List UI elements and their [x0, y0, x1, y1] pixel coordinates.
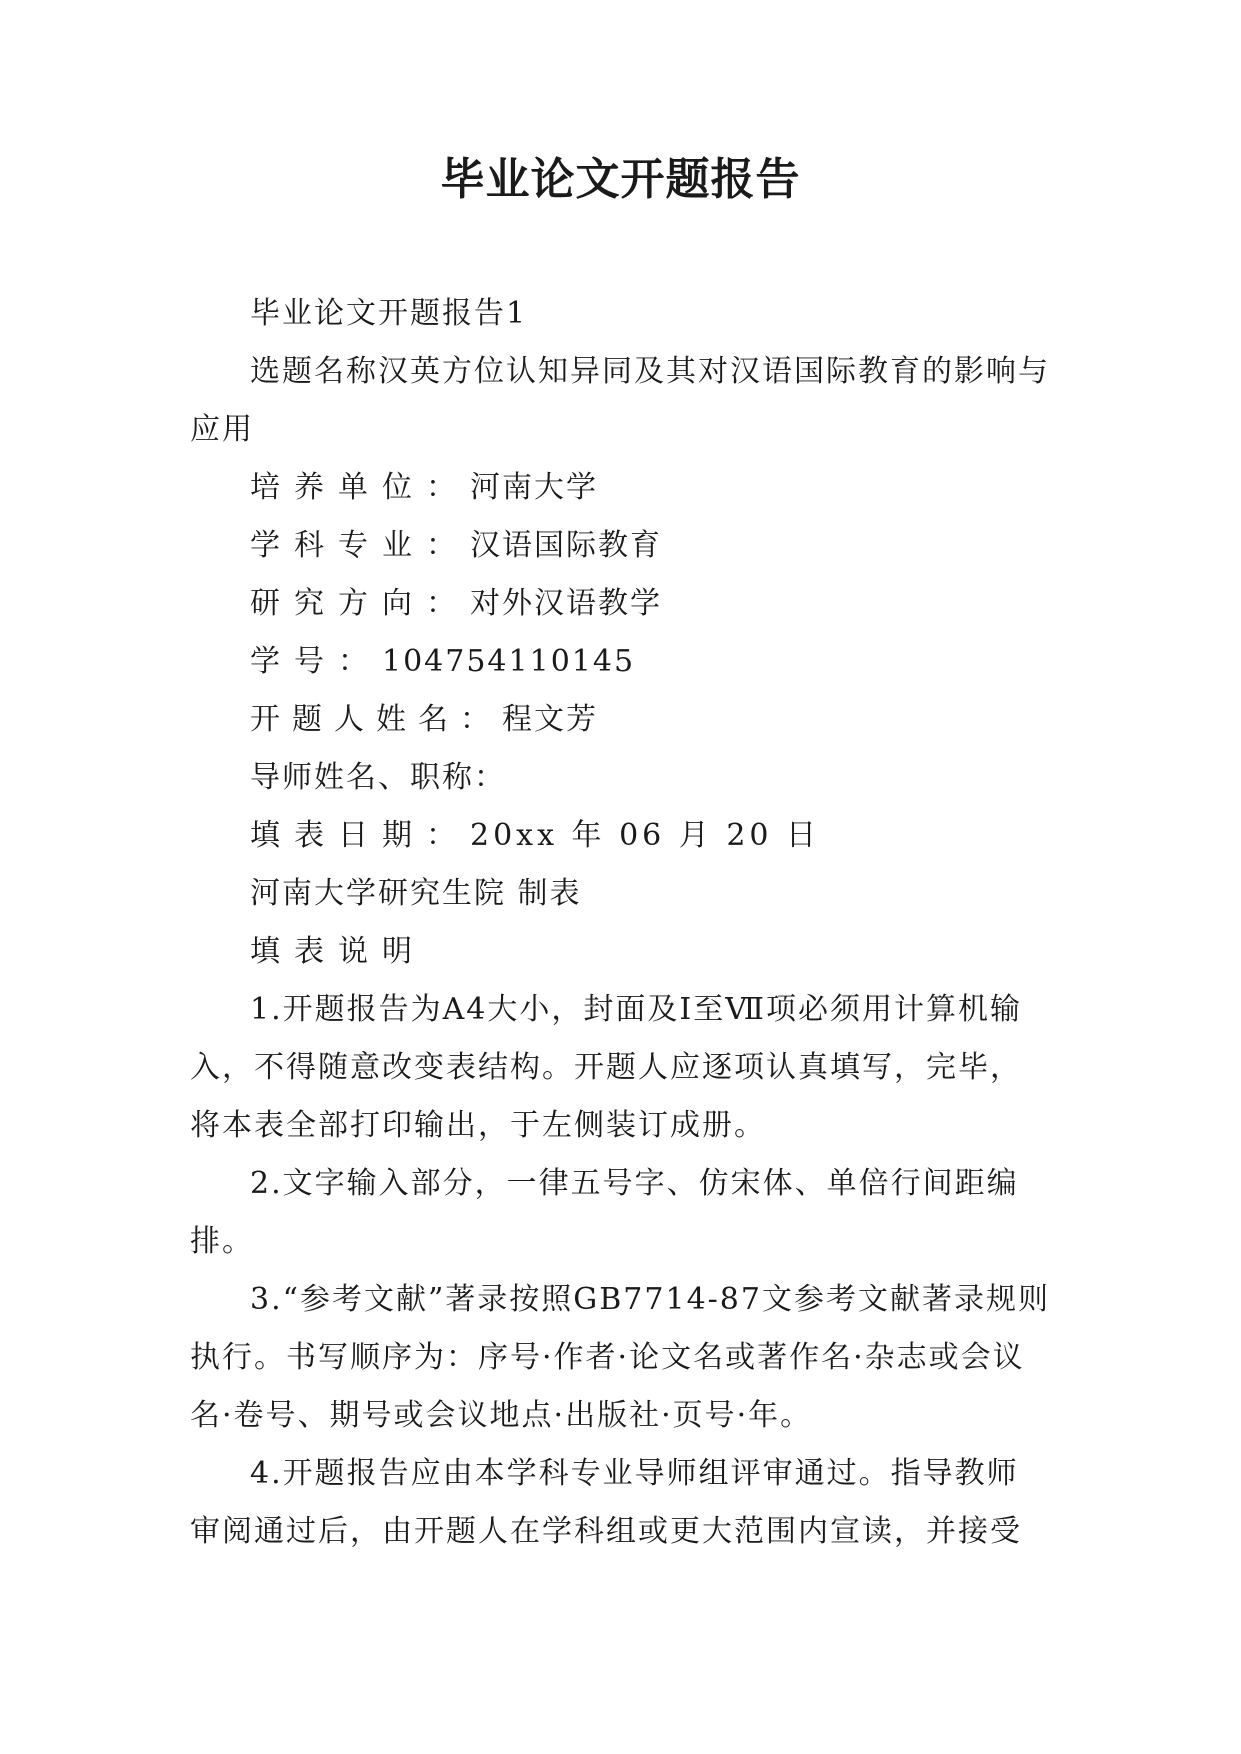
- proposer-row: [190, 691, 1050, 749]
- fill-date-row: [190, 807, 1050, 865]
- report-heading: 毕业论文开题报告1: [250, 296, 528, 331]
- student-id-value: 104754110145: [382, 644, 636, 679]
- page-title: 毕业论文开题报告: [440, 154, 801, 205]
- advisor-label: 导师姓名、职称：: [250, 760, 506, 795]
- instruction-item: 1.开题报告为A4大小，封面及Ⅰ至Ⅶ项必须用计算机输入，不得随意改变表结构。开题人应逐项认真填写，完毕，将本表全部打印输出，于左侧装订成册。: [190, 992, 1022, 1143]
- issuer-line: 河南大学研究生院 制表: [250, 876, 582, 911]
- student-id-label: 学号：: [250, 644, 382, 679]
- student-id-row: [190, 633, 1050, 691]
- direction-row: [190, 575, 1050, 633]
- advisor-row: [190, 749, 1050, 807]
- proposer-value: 程文芳: [502, 702, 598, 737]
- direction-value: 对外汉语教学: [470, 586, 662, 621]
- major-label: 学科专业：: [250, 528, 470, 563]
- fill-date-value: 20xx 年 06 月 20 日: [470, 818, 821, 853]
- major-value: 汉语国际教育: [470, 528, 662, 563]
- topic-line: 选题名称汉英方位认知异同及其对汉语国际教育的影响与应用: [190, 354, 1050, 447]
- fill-date-label: 填表日期：: [250, 818, 470, 853]
- unit-value: 河南大学: [470, 470, 598, 505]
- document-body: [190, 285, 1050, 1561]
- instruction-item: 2.文字输入部分，一律五号字、仿宋体、单倍行间距编排。: [190, 1166, 1019, 1259]
- instruction-item: 4.开题报告应由本学科专业导师组评审通过。指导教师审阅通过后，由开题人在学科组或更大范围内宣读，并接受: [190, 1456, 1022, 1549]
- direction-label: 研究方向：: [250, 586, 470, 621]
- major-row: [190, 517, 1050, 575]
- instructions-heading: 填表说明: [250, 934, 426, 969]
- unit-row: [190, 459, 1050, 517]
- unit-label: 培养单位：: [250, 470, 470, 505]
- proposer-label: 开题人姓名：: [250, 702, 502, 737]
- instruction-item: 3.“参考文献”著录按照GB7714-87文参考文献著录规则执行。书写顺序为：序号·作者·论文名或著作名·杂志或会议名·卷号、期号或会议地点·出版社·页号·年。: [190, 1282, 1050, 1433]
